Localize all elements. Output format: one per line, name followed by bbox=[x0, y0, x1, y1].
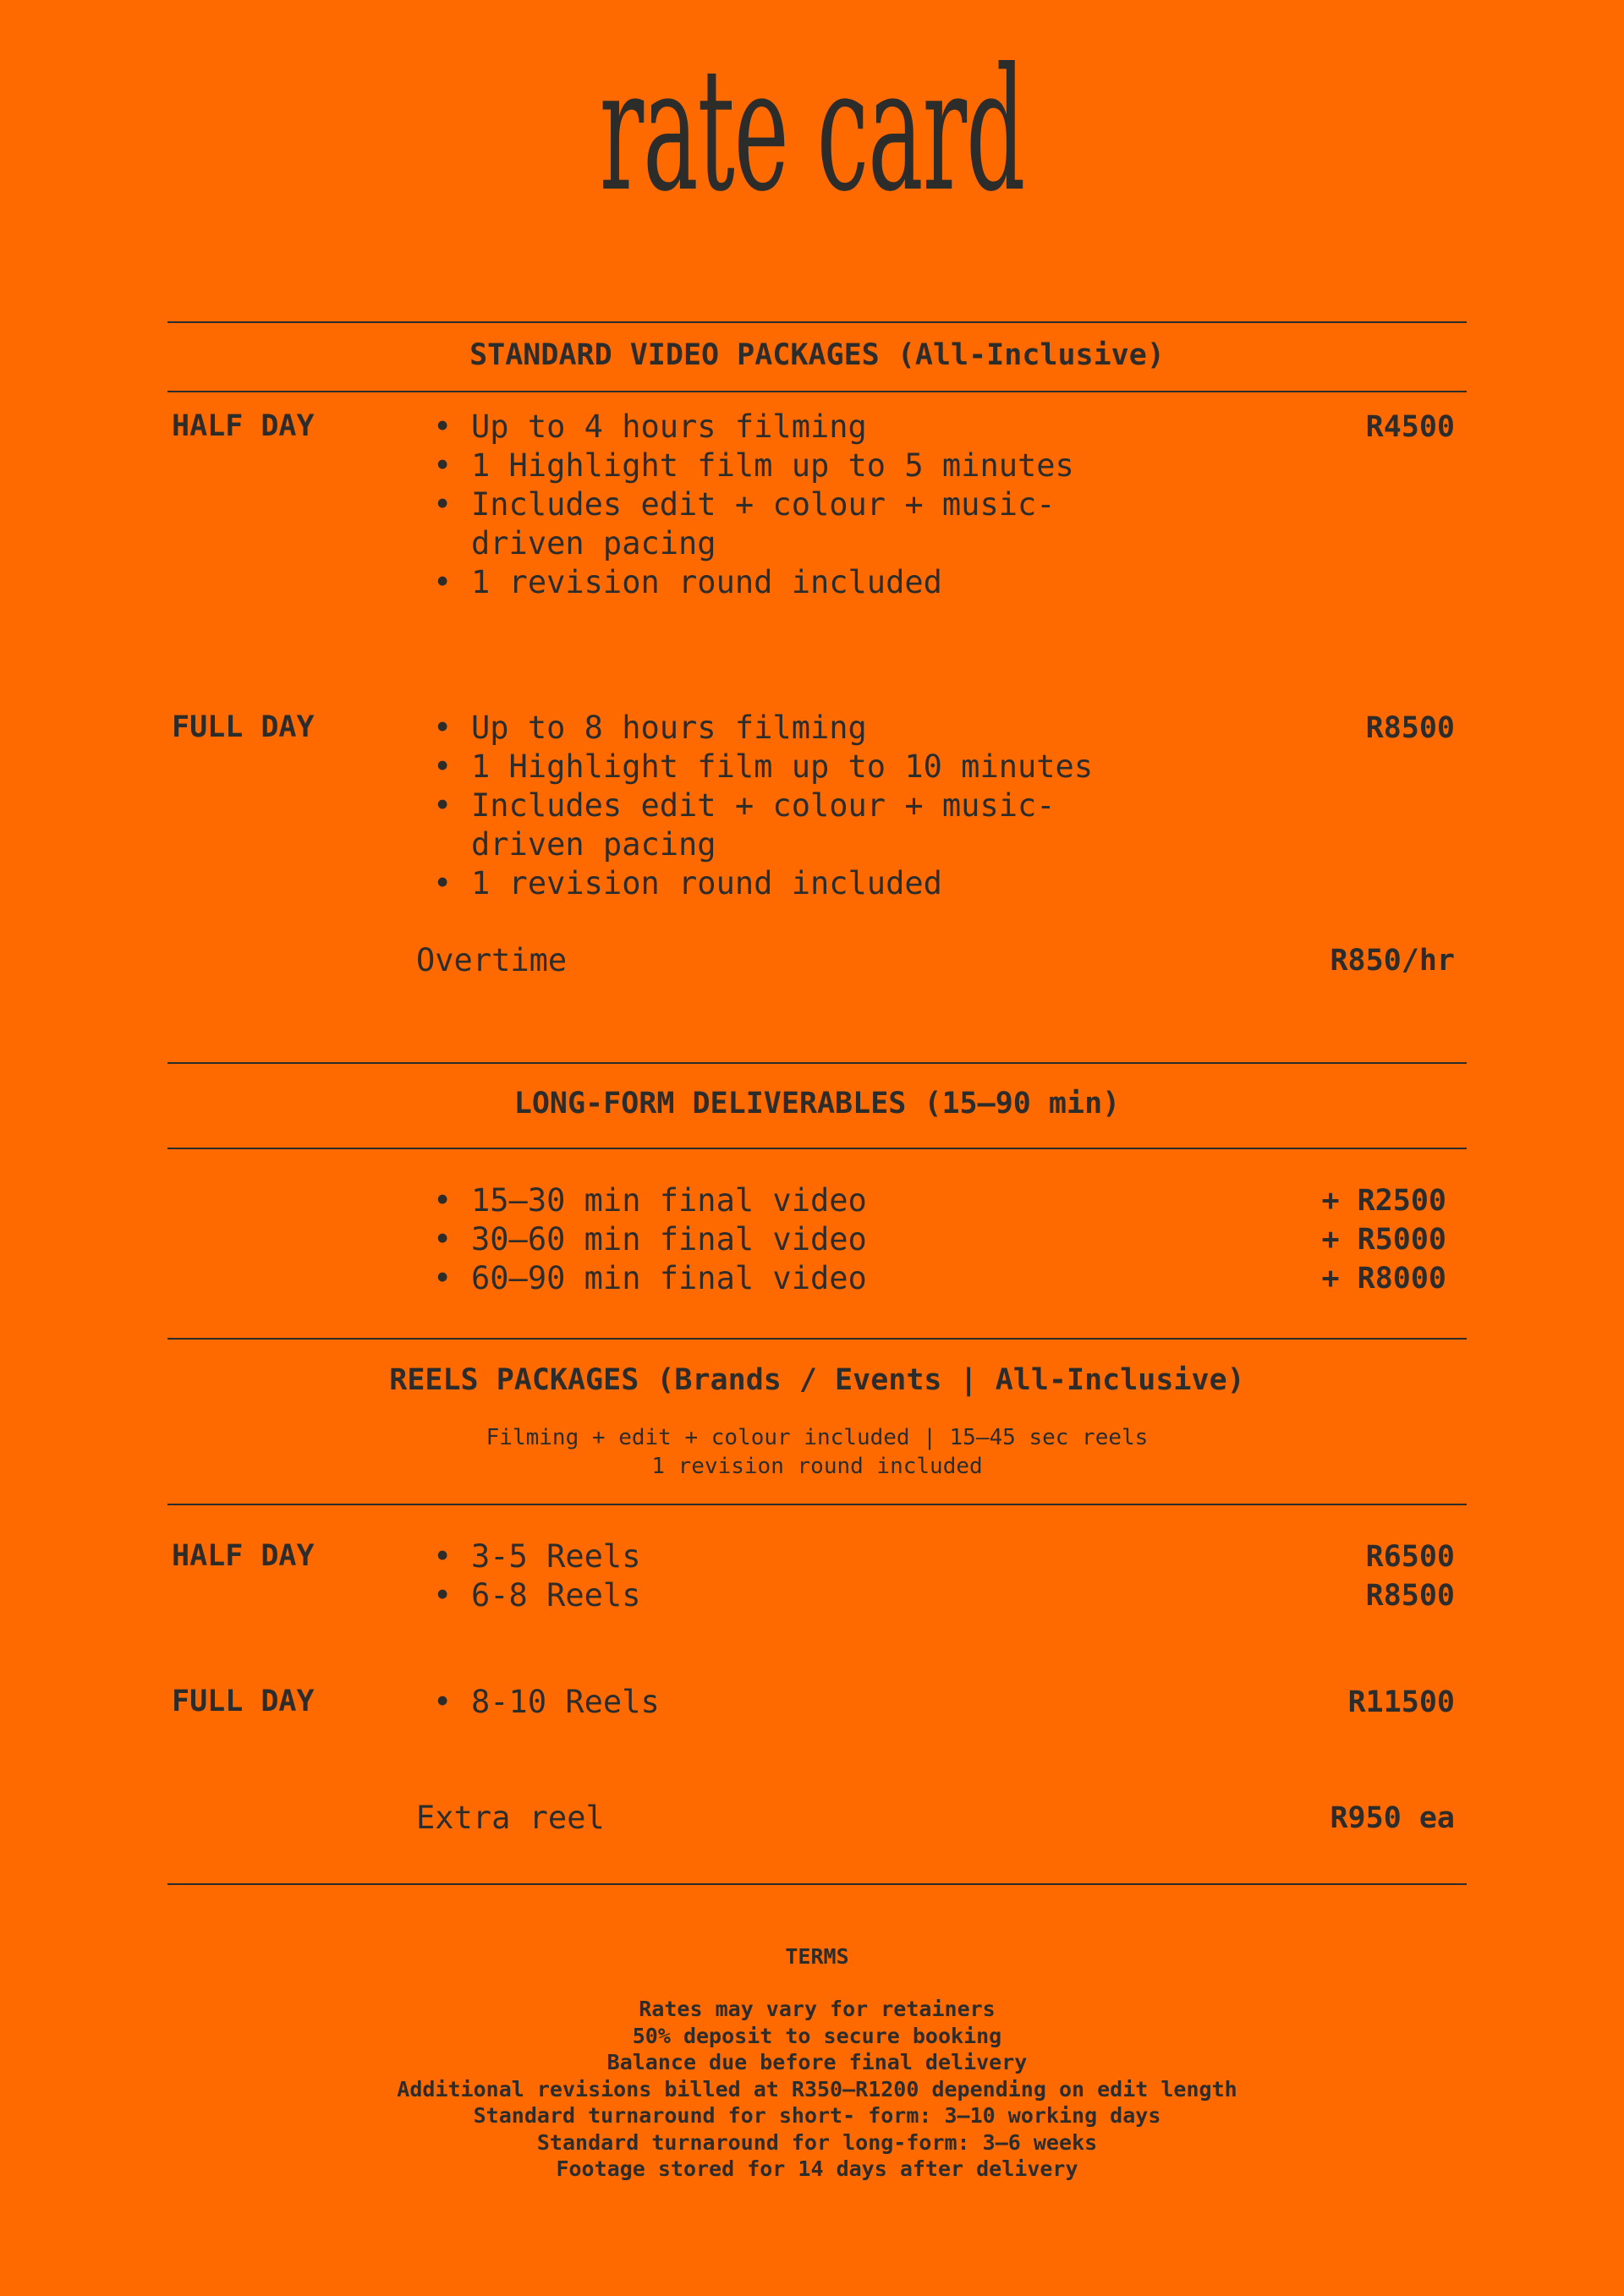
standard-full-day-price: R8500 bbox=[1365, 711, 1455, 745]
list-item: • Includes edit + colour + music-driven pacing bbox=[433, 786, 1076, 864]
list-item: • 1 revision round included bbox=[433, 563, 1245, 602]
divider bbox=[167, 1062, 1467, 1064]
terms-item: Footage stored for 14 days after delivery bbox=[556, 2156, 1078, 2181]
reels-note-line-1: Filming + edit + colour included | 15–45 sec reels bbox=[486, 1425, 1149, 1450]
section-heading-standard: STANDARD VIDEO PACKAGES (All-Inclusive) bbox=[469, 338, 1165, 372]
list-item: • 1 Highlight film up to 10 minutes bbox=[433, 748, 1245, 786]
reels-half-day-list bbox=[433, 1537, 1245, 1615]
list-item: • 1 Highlight film up to 5 minutes bbox=[433, 447, 1245, 485]
overtime-price: R850/hr bbox=[1330, 944, 1455, 978]
longform-list bbox=[433, 1181, 1245, 1298]
longform-price: + R8000 bbox=[1321, 1262, 1446, 1296]
terms-item: Standard turnaround for short- form: 3–10 working days bbox=[473, 2103, 1161, 2128]
divider bbox=[167, 391, 1467, 392]
longform-prices bbox=[1321, 1181, 1446, 1298]
overtime-label: Overtime bbox=[416, 942, 568, 978]
terms-list bbox=[167, 1996, 1467, 2183]
longform-price: + R5000 bbox=[1321, 1223, 1446, 1257]
standard-half-day-price: R4500 bbox=[1365, 410, 1455, 444]
divider bbox=[167, 1883, 1467, 1885]
terms-item: Standard turnaround for long-form: 3–6 weeks bbox=[536, 2129, 1098, 2155]
list-item: • 30–60 min final video bbox=[433, 1220, 1245, 1259]
list-item: • 6-8 Reels bbox=[433, 1576, 1245, 1615]
reels-full-day-list bbox=[433, 1683, 1245, 1722]
longform-price: + R2500 bbox=[1321, 1184, 1446, 1218]
reels-full-day-price: R11500 bbox=[1347, 1685, 1455, 1719]
extra-reel-price: R950 ea bbox=[1330, 1801, 1455, 1835]
list-item: • Up to 4 hours filming bbox=[433, 408, 1245, 447]
list-item: • Up to 8 hours filming bbox=[433, 709, 1245, 748]
list-item: • 3-5 Reels bbox=[433, 1537, 1245, 1576]
reels-price: R8500 bbox=[1365, 1579, 1455, 1613]
reels-note-line-2: 1 revision round included bbox=[651, 1454, 983, 1479]
reels-half-day-prices bbox=[1366, 1537, 1455, 1615]
list-item: • 60–90 min final video bbox=[433, 1259, 1245, 1298]
section-heading-longform: LONG-FORM DELIVERABLES (15–90 min) bbox=[513, 1087, 1121, 1121]
standard-half-day-label: HALF DAY bbox=[172, 409, 315, 443]
terms-item: Rates may vary for retainers bbox=[639, 1997, 996, 2021]
terms-title: TERMS bbox=[785, 1944, 849, 1969]
reels-half-day-label: HALF DAY bbox=[172, 1539, 315, 1573]
divider bbox=[167, 1338, 1467, 1340]
standard-full-day-list bbox=[433, 709, 1245, 903]
list-item: • 15–30 min final video bbox=[433, 1181, 1245, 1220]
divider bbox=[167, 321, 1467, 323]
reels-price: R6500 bbox=[1365, 1540, 1455, 1574]
reels-full-day-label: FULL DAY bbox=[172, 1685, 315, 1718]
list-item: • 8-10 Reels bbox=[433, 1683, 1245, 1722]
divider bbox=[167, 1504, 1467, 1505]
list-item: • 1 revision round included bbox=[433, 864, 1245, 903]
standard-half-day-list bbox=[433, 408, 1245, 602]
terms-item: Additional revisions billed at R350–R1200 depending on edit length bbox=[397, 2076, 1237, 2101]
page-title: rate card bbox=[599, 32, 1025, 229]
standard-full-day-label: FULL DAY bbox=[172, 710, 315, 744]
list-item: • Includes edit + colour + music-driven pacing bbox=[433, 485, 1076, 563]
terms-item: 50% deposit to secure booking bbox=[632, 2023, 1002, 2048]
terms-item: Balance due before final delivery bbox=[606, 2050, 1028, 2074]
extra-reel-label: Extra reel bbox=[416, 1800, 605, 1836]
section-heading-reels: REELS PACKAGES (Brands / Events | All-Inclusive) bbox=[389, 1363, 1245, 1397]
divider bbox=[167, 1148, 1467, 1149]
